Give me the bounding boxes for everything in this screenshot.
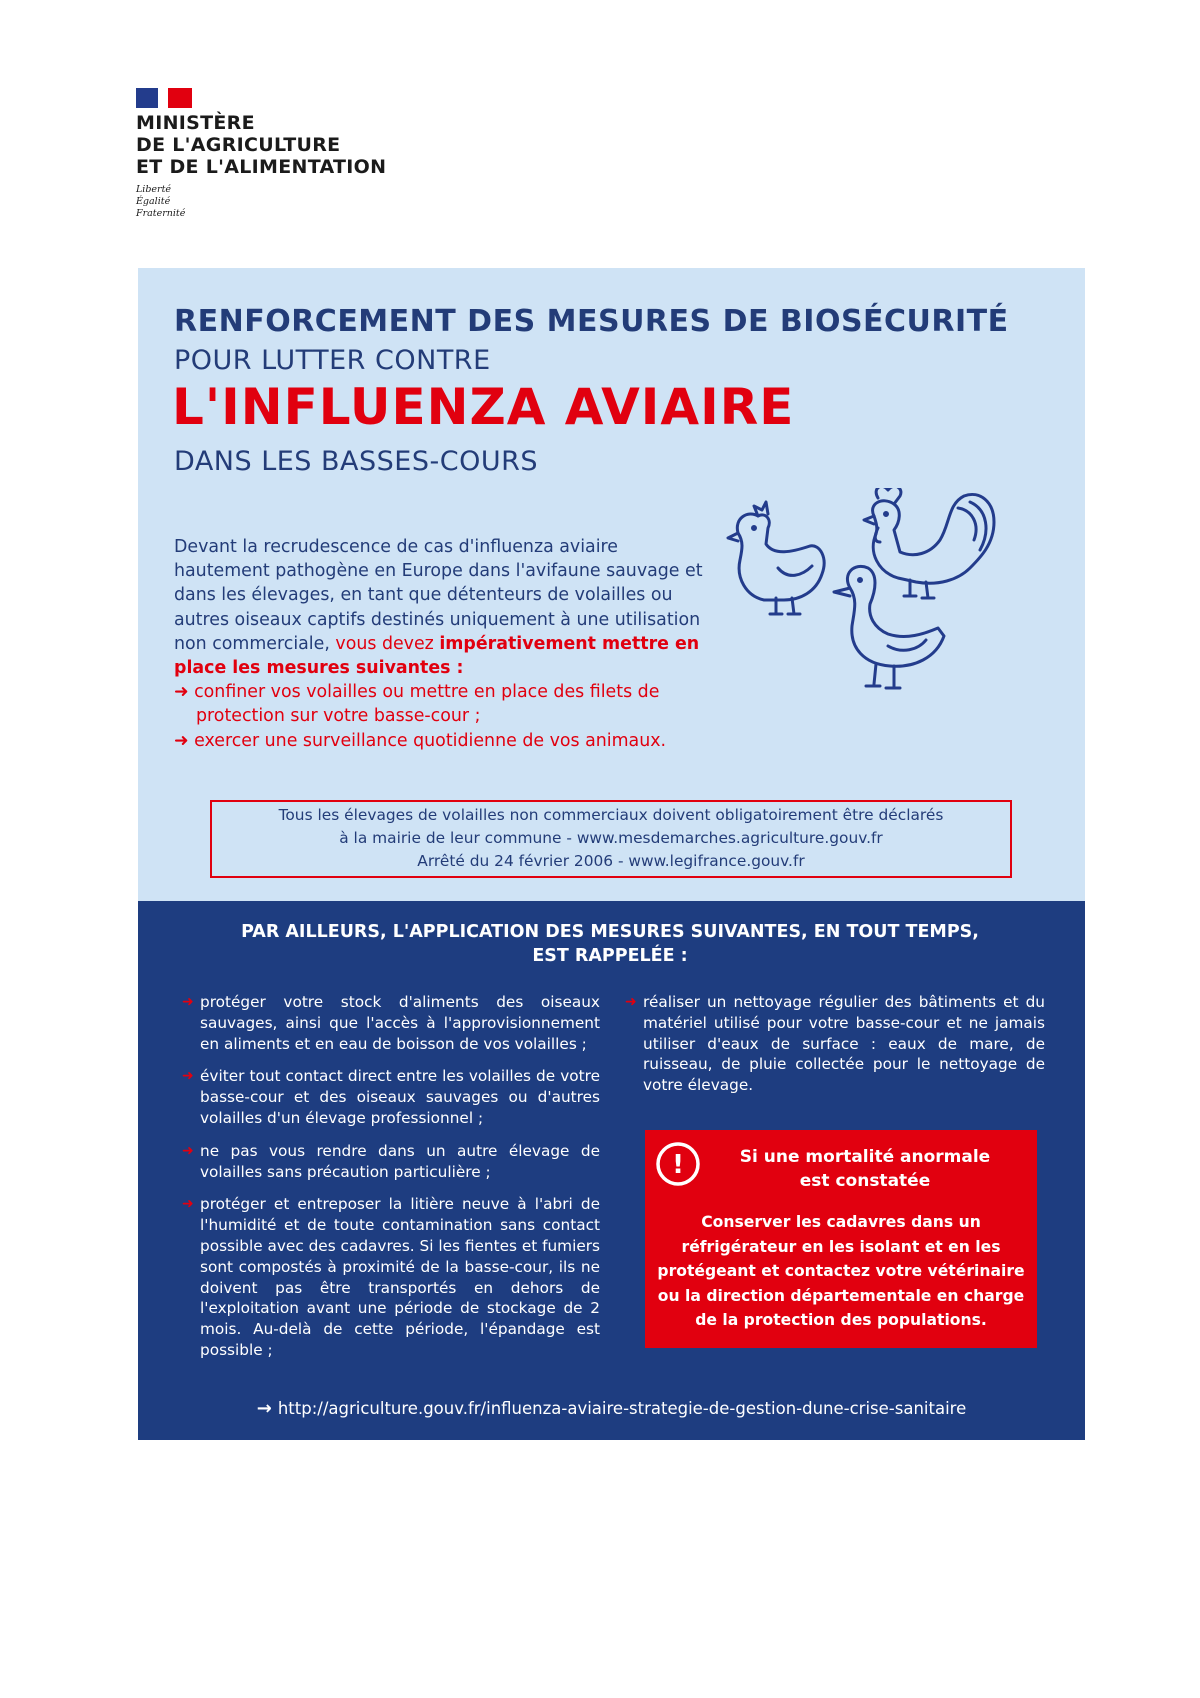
alert-heading [715, 1145, 1015, 1193]
rooster-icon [864, 488, 994, 598]
mortality-alert-box [645, 1130, 1037, 1348]
ministry-logo [136, 88, 386, 220]
republic-motto [136, 184, 386, 220]
intro-bullet-text: confiner vos volailles ou mettre en place des filets de protection sur votre basse-cour ; [194, 682, 660, 727]
intro-emphasis-bold: impérativement mettre en place les mesures suivantes [174, 633, 700, 679]
measure-item [182, 1141, 600, 1183]
measure-item [625, 992, 1045, 1096]
motto-line: Égalité [136, 196, 171, 207]
poultry-illustration [718, 488, 1038, 728]
intro-text: Devant la recrudescence de cas d'influenza aviaire hautement pathogène en Europe dans l'avifaune sauvage et dans les élevages, en tant que détenteurs de volailles ou autres oiseaux captifs destinés uniquement à une utilisation non commerciale, [174, 537, 703, 654]
arrow-icon: ➜ [182, 994, 194, 1010]
french-flag-icon [136, 88, 192, 108]
arrow-icon: ➜ [625, 994, 637, 1010]
section-title [190, 920, 1030, 968]
measure-item [182, 992, 600, 1054]
notice-line: Tous les élevages de volailles non commerciaux doivent obligatoirement être déclarés [278, 806, 944, 824]
measure-text: éviter tout contact direct entre les volailles de votre basse-cour et des oiseaux sauvages ou d'autres volailles d'un élevage professionnel ; [200, 1067, 600, 1127]
arrow-icon: → [256, 1398, 272, 1419]
measure-item [182, 1066, 600, 1128]
ministry-line: ET DE L'ALIMENTATION [136, 156, 387, 178]
ministry-name [136, 112, 386, 178]
motto-line: Liberté [136, 184, 172, 195]
arrow-icon: ➜ [174, 682, 189, 703]
declaration-notice [210, 800, 1012, 878]
measure-text: ne pas vous rendre dans un autre élevage de volailles sans précaution particulière ; [200, 1141, 600, 1181]
alert-body: Conserver les cadavres dans un réfrigérateur en les isolant et en les protégeant et contactez votre vétérinaire ou la direction départementale en charge de la protection des populations. [657, 1213, 1025, 1329]
warning-icon [655, 1141, 701, 1187]
alert-heading-line: Si une mortalité anormale [739, 1147, 991, 1167]
main-title: L'INFLUENZA AVIAIRE [172, 378, 795, 436]
measure-text: réaliser un nettoyage régulier des bâtiments et du matériel utilisé pour votre basse-cour et ne jamais utiliser d'eaux de surface : eaux de mare, de ruisseau, de pluie collectée pour le nettoyage de votre élevage. [643, 993, 1045, 1095]
measures-right-column [625, 992, 1045, 1108]
intro-bullet [174, 680, 714, 728]
alert-heading-line: est constatée [799, 1171, 931, 1191]
notice-line: à la mairie de leur commune - www.mesdemarches.agriculture.gouv.fr [339, 829, 883, 847]
arrow-icon: ➜ [174, 730, 189, 751]
arrow-icon: ➜ [182, 1068, 194, 1085]
measures-left-column [182, 992, 600, 1373]
intro-paragraph [174, 535, 714, 753]
ministry-line: DE L'AGRICULTURE [136, 134, 341, 156]
warning-glyph: ! [672, 1150, 684, 1180]
title-line-4: DANS LES BASSES-COURS [174, 446, 539, 477]
section-title-line: PAR AILLEURS, L'APPLICATION DES MESURES SUIVANTES, EN TOUT TEMPS, [241, 922, 979, 942]
ministry-line: MINISTÈRE [136, 112, 255, 134]
title-line-1: RENFORCEMENT DES MESURES DE BIOSÉCURITÉ [174, 304, 1009, 339]
intro-bullet [174, 729, 714, 753]
measure-text: protéger votre stock d'aliments des oiseaux sauvages, ainsi que l'accès à l'approvisionnement en aliments et en eau de boisson de vos volailles ; [200, 993, 600, 1053]
intro-emphasis: vous devez [335, 633, 434, 654]
measure-item [182, 1194, 600, 1360]
motto-line: Fraternité [136, 208, 186, 219]
notice-line: Arrêté du 24 février 2006 - www.legifrance.gouv.fr [417, 852, 805, 870]
intro-bullet-text: exercer une surveillance quotidienne de vos animaux. [194, 730, 667, 751]
measure-text: protéger et entreposer la litière neuve à l'abri de l'humidité et de toute contamination sans contact possible avec des cadavres. Si les fientes et fumiers sont compostés à proximité de la basse-cour, ils ne doivent pas être transportés en dehors de l'exploitation avant une période de stockage de 2 mois. Au-delà de cette période, l'épandage est possible ; [200, 1195, 601, 1359]
hen-icon [728, 502, 824, 614]
title-line-2: POUR LUTTER CONTRE [174, 345, 491, 376]
arrow-icon: ➜ [182, 1142, 194, 1159]
section-title-line: EST RAPPELÉE : [532, 946, 688, 966]
footer-link[interactable] [138, 1398, 1085, 1419]
footer-link-text[interactable]: http://agriculture.gouv.fr/influenza-aviaire-strategie-de-gestion-dune-crise-sanitaire [277, 1399, 967, 1418]
intro-emphasis-colon: : [450, 658, 464, 679]
arrow-icon: ➜ [182, 1196, 194, 1213]
